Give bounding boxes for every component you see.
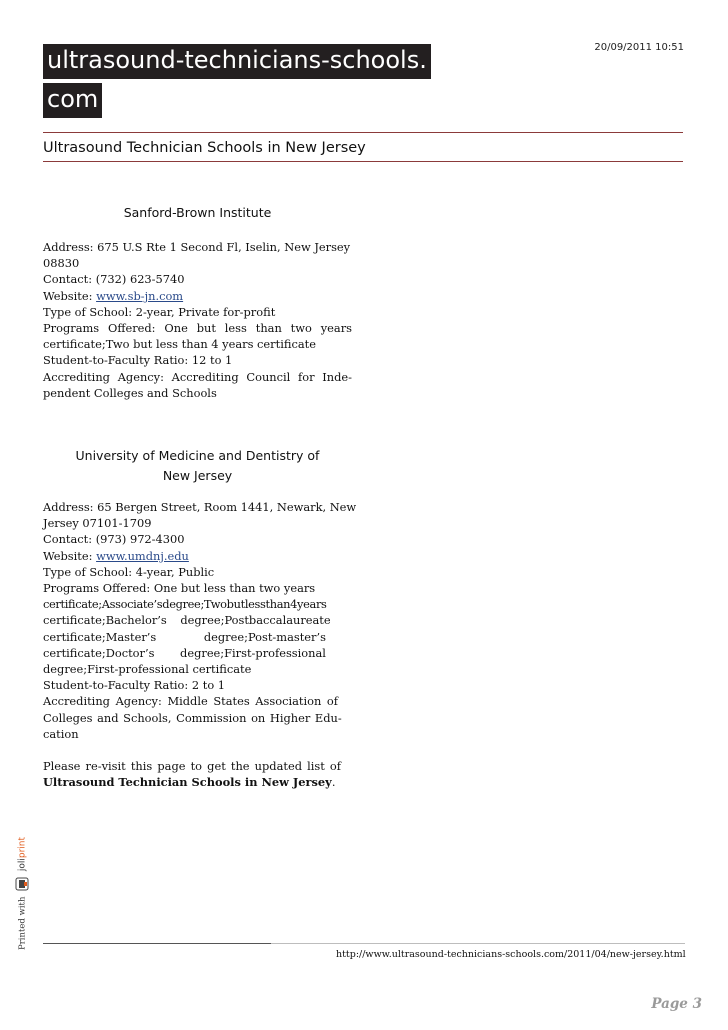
programs-line: Programs Offered: One but less than two years [43, 321, 352, 336]
ratio-line: Student-to-Faculty Ratio: 2 to 1 [43, 678, 226, 693]
school-details-umdnj [43, 499, 357, 742]
website-line [43, 288, 352, 304]
school-name-sanford-brown [43, 203, 352, 223]
programs-line: certificate;Associate’sdegree;Twobutlessthan4years [43, 597, 327, 612]
website-label: Website: [43, 548, 97, 563]
accrediting-line: Accrediting Agency: Accrediting Council for Inde- [43, 369, 352, 384]
address-line: 08830 [43, 256, 80, 271]
closing-bold-text: Ultrasound Technician Schools in New Jersey [43, 775, 332, 790]
website-line [43, 548, 352, 564]
site-title[interactable] [43, 41, 483, 119]
print-date: 20/09/2011 10:51 [594, 42, 684, 53]
programs-line: degree;First-professional certificate [43, 662, 252, 677]
site-title-line2: com [43, 83, 102, 118]
closing-line-2 [43, 774, 352, 790]
website-label: Website: [43, 288, 97, 303]
school-type-line: Type of School: 4-year, Public [43, 564, 215, 579]
article-title: Ultrasound Technician Schools in New Jersey [43, 140, 366, 156]
brand-part2: print [17, 836, 28, 859]
accrediting-line: pendent Colleges and Schools [43, 385, 217, 400]
address-line: Address: 65 Bergen Street, Room 1441, Newark, New [43, 500, 357, 514]
programs-line: certificate;Master’s degree;Post-master’s [43, 629, 326, 644]
programs-line: certificate;Bachelor’s degree;Postbaccalaureate [43, 613, 331, 628]
printed-with-credit[interactable] [15, 837, 29, 950]
page-number: Page 3 [651, 996, 702, 1012]
school-type-line: Type of School: 2-year, Private for-profit [43, 304, 276, 319]
school-name-line: University of Medicine and Dentistry of [75, 448, 320, 463]
website-link[interactable]: www.sb-jn.com [96, 288, 184, 303]
title-rule-top [43, 132, 683, 133]
brand-part1: joli [17, 858, 28, 872]
accrediting-line: cation [43, 726, 79, 741]
programs-line: Programs Offered: One but less than two years [43, 581, 316, 596]
title-rule-bottom [43, 161, 683, 162]
printed-with-label: Printed with [17, 896, 28, 950]
joliprint-logo-icon [15, 877, 29, 891]
accrediting-line: Colleges and Schools, Commission on Higher Edu- [43, 710, 342, 725]
closing-period: . [331, 775, 336, 790]
closing-paragraph [43, 758, 352, 790]
address-line: Jersey 07101-1709 [43, 516, 152, 531]
school-name-line: Sanford-Brown Institute [123, 205, 272, 220]
programs-text [43, 320, 352, 352]
joliprint-brand [18, 837, 28, 871]
address-line: Address: 675 U.S Rte 1 Second Fl, Iselin, New Jersey [43, 240, 351, 254]
programs-line: certificate;Doctor’s degree;First-professional [43, 645, 326, 660]
school-name-line: New Jersey [162, 468, 233, 483]
closing-line: Please re-visit this page to get the updated list of [43, 759, 342, 773]
website-link[interactable]: www.umdnj.edu [96, 548, 189, 563]
accrediting-line: Accrediting Agency: Middle States Association of [43, 694, 338, 709]
programs-line: certificate;Two but less than 4 years certificate [43, 337, 316, 352]
contact-line: Contact: (732) 623-5740 [43, 272, 185, 287]
footer-url[interactable]: http://www.ultrasound-technicians-schools.com/2011/04/new-jersey.html [336, 949, 686, 960]
contact-line: Contact: (973) 972-4300 [43, 532, 185, 547]
footer-rule-accent [43, 943, 271, 944]
school-details-sanford-brown [43, 239, 352, 401]
school-name-umdnj [43, 446, 352, 486]
ratio-line: Student-to-Faculty Ratio: 12 to 1 [43, 353, 233, 368]
site-title-line1: ultrasound-technicians-schools. [43, 44, 431, 79]
